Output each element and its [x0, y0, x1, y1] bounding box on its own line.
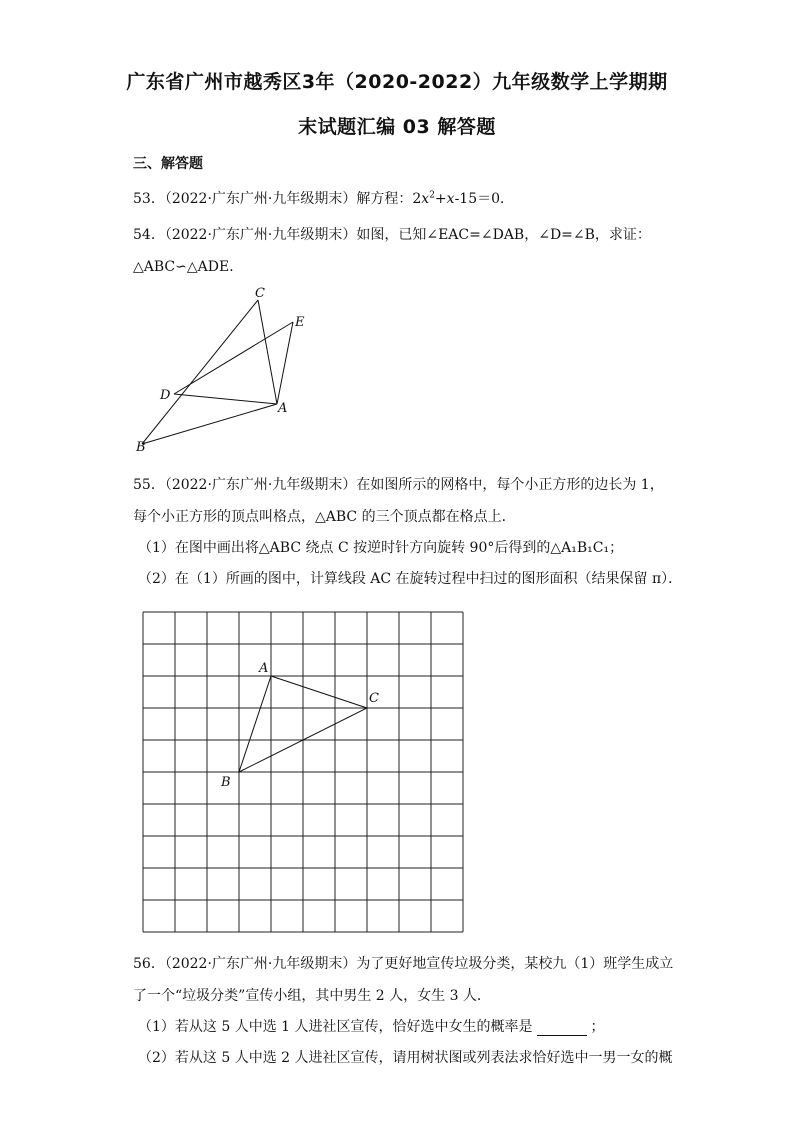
- label-b: B: [136, 440, 146, 455]
- q55-number: 55．: [133, 477, 165, 493]
- question-56-part-1: [138, 1016, 605, 1036]
- q53-var-x2: x: [446, 191, 455, 207]
- section-heading: 三、解答题: [133, 156, 203, 172]
- q55-source: （2022·广东广州·九年级期末）: [164, 477, 357, 493]
- question-55-part-1: （1）在图中画出将△ABC 绕点 C 按逆时针方向旋转 90°后得到的△A₁B₁C₁；: [138, 540, 624, 556]
- q56-source: （2022·广东广州·九年级期末）: [164, 956, 357, 972]
- q53-text-a: 解方程：2: [356, 191, 422, 207]
- segment-ba: [142, 404, 277, 444]
- question-56-line-1: [133, 953, 673, 973]
- q53-text-b: +: [434, 191, 447, 207]
- q55-text: 在如图所示的网格中，每个小正方形的边长为 1，: [356, 477, 664, 493]
- question-55-line-1: [133, 474, 664, 494]
- q54-source: （2022·广东广州·九年级期末）: [164, 227, 357, 243]
- grid-label-b: B: [221, 775, 231, 790]
- q53-source: （2022·广东广州·九年级期末）: [164, 191, 357, 207]
- q54-text: 如图，已知∠EAC=∠DAB，∠D=∠B，求证：: [356, 227, 651, 243]
- q56-part-1-text: （1）若从这 5 人中选 1 人进社区宣传，恰好选中女生的概率是: [138, 1019, 533, 1035]
- q56-part-1-end: ；: [590, 1019, 605, 1035]
- q53-text-c: -15＝0．: [454, 191, 515, 207]
- title-line-2: 末试题汇编 03 解答题: [298, 116, 496, 138]
- q56-number: 56．: [133, 956, 165, 972]
- segment-de: [174, 322, 293, 394]
- q54-number: 54．: [133, 227, 165, 243]
- question-54-line-2: △ABC∽△ADE．: [133, 259, 244, 275]
- answer-blank[interactable]: [537, 1021, 587, 1036]
- q54-triangle-figure: [125, 280, 325, 455]
- grid-label-a: A: [259, 661, 269, 676]
- question-53: [133, 188, 514, 208]
- question-56-line-2: 了一个“垃圾分类”宣传小组，其中男生 2 人，女生 3 人．: [133, 988, 491, 1004]
- label-e: E: [295, 315, 305, 330]
- q56-text: 为了更好地宣传垃圾分类，某校九（1）班学生成立: [356, 956, 674, 972]
- q53-exponent: 2: [429, 190, 435, 201]
- label-c: C: [255, 286, 265, 301]
- label-a: A: [278, 401, 288, 416]
- question-56-part-2: （2）若从这 5 人中选 2 人进社区宣传，请用树状图或列表法求恰好选中一男一女的概: [138, 1050, 673, 1066]
- segment-ca: [258, 300, 277, 404]
- title-line-1: 广东省广州市越秀区3年（2020-2022）九年级数学上学期期: [126, 71, 668, 93]
- grid-label-c: C: [369, 691, 379, 706]
- q55-grid-figure: [142, 611, 464, 933]
- question-54-line-1: [133, 224, 651, 244]
- segment-da: [174, 394, 277, 404]
- question-55-line-2: 每个小正方形的顶点叫格点，△ABC 的三个顶点都在格点上．: [133, 509, 516, 525]
- segment-cb: [142, 300, 258, 444]
- q53-var-x: x: [421, 191, 430, 207]
- label-d: D: [160, 388, 171, 403]
- segment-ea: [277, 322, 293, 404]
- question-55-part-2: （2）在（1）所画的图中，计算线段 AC 在旋转过程中扫过的图形面积（结果保留 π）．: [138, 571, 683, 587]
- q53-number: 53．: [133, 191, 165, 207]
